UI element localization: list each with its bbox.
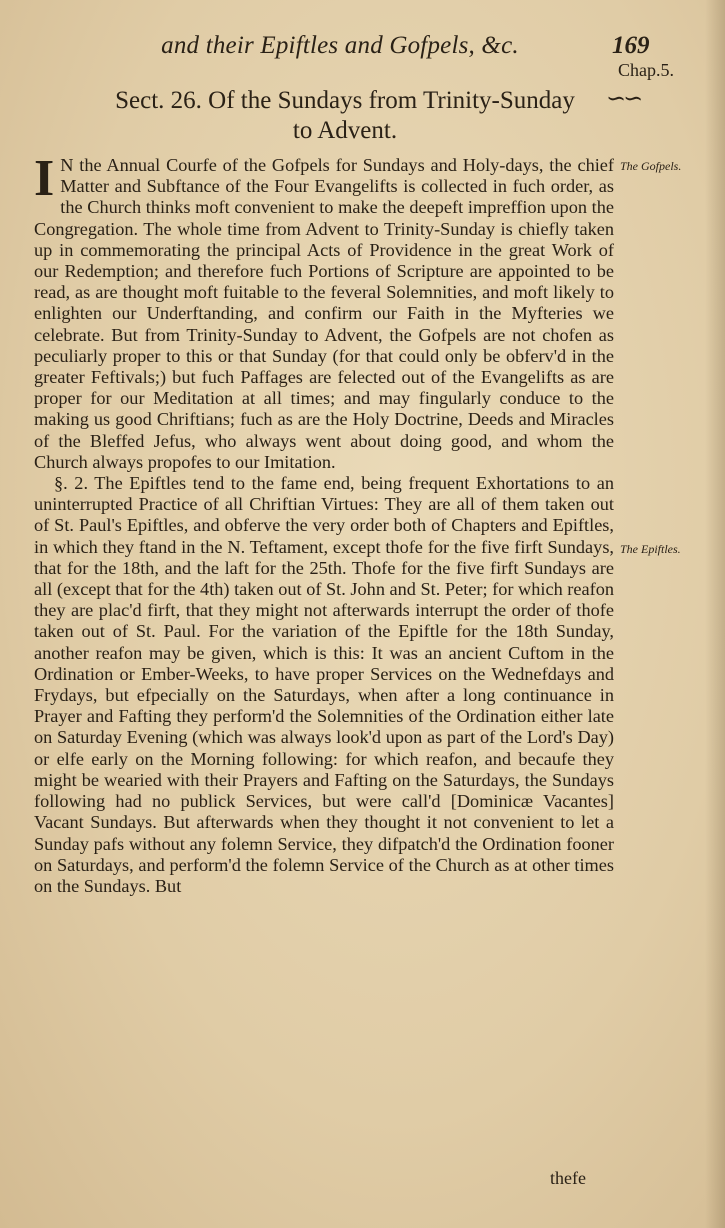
paragraph-epistles: §. 2. The Epiftles tend to the fame end, being frequent Exhortations to an uninterrupted Practice of all Chriftian Virtues: They are all of them taken out of St. Paul's Epiftles, and obferve the very order both of Chapters and Epiftles, in which they ftand in the N. Teftament, except thofe for the five firft Sundays, that for the 18th, and the laft for the 25th. Thofe for the five firft Sundays are all (except that for the 4th) taken out of St. John and St. Peter; for which reafon they are plac'd firft, that they might not afterwards interrupt the order of thofe taken out of St. Paul. For the variation of the Epiftle for the 18th Sunday, another reafon may be given, which is this: It was an ancient Cuftom in the Ordination or Ember-Weeks, to have proper Services on the Wednefdays and Frydays, but efpecially on the Saturdays, when after a long continuance in Prayer and Fafting they perform'd the Solemnities of the Ordination either late on Saturday Evening (which was always look'd upon as part of the Lord's Day) or elfe early on the Morning following: for which reafon, and becaufe they might be wearied with their Prayers and Fafting on the Saturdays, the Sundays following had no publick Services, but were call'd [Dominicæ Vacantes] Vacant Sundays. But afterwards when they thought it not convenient to let a Sunday pafs without any folemn Service, they difpatch'd the Ordination fooner on Saturdays, and perform'd the folemn Service of the Church as at other times on the Sundays. But [34, 473, 614, 896]
body-text [34, 150, 614, 897]
margin-note-gospels: The Gofpels. [620, 159, 682, 173]
drop-cap: I [34, 150, 55, 207]
margin-note-epistles: The Epiftles. [620, 542, 681, 556]
running-title: and their Epiftles and Gofpels, &c. [161, 32, 519, 59]
running-head [0, 30, 725, 70]
ornament: ∽∽ [606, 86, 641, 112]
section-heading-line1: Sect. 26. Of the Sundays from Trinity-Sunday [115, 87, 575, 114]
catchword: thefe [550, 1168, 586, 1188]
section-heading-line2: to Advent. [292, 117, 398, 144]
chapter-label: Chap.5. [618, 60, 674, 80]
paragraph-gospels [34, 150, 614, 473]
section-heading [90, 86, 600, 146]
page-number: 169 [612, 32, 650, 59]
page-edge-shadow [705, 0, 725, 1228]
paragraph-gospels-text: N the Annual Courfe of the Gofpels for Sundays and Holy-days, the chief Matter and Subftance of the Four Evangelifts is collected in fuch order, as the Church thinks moft convenient to make the deepeft impreffion upon the Congregation. The whole time from Advent to Trinity-Sunday is chiefly taken up in commemorating the principal Acts of Providence in the great Work of our Redemption; and therefore fuch Portions of Scripture are appointed to be read, as are thought moft fuitable to the feveral Solemnities, and moft likely to enlighten our Underftanding, and confirm our Faith in the Myfteries we celebrate. But from Trinity-Sunday to Advent, the Gofpels are not chofen as peculiarly proper to this or that Sunday (for that could only be obferv'd in the greater Feftivals;) but fuch Paffages are felected out of the Evangelifts as are proper for our Meditation at all times; and may fingularly conduce to the making us good Chriftians; fuch as are the Holy Doctrine, Deeds and Miracles of the Bleffed Jefus, who always went about doing good, and whom the Church always propofes to our Imitation. [34, 155, 614, 472]
